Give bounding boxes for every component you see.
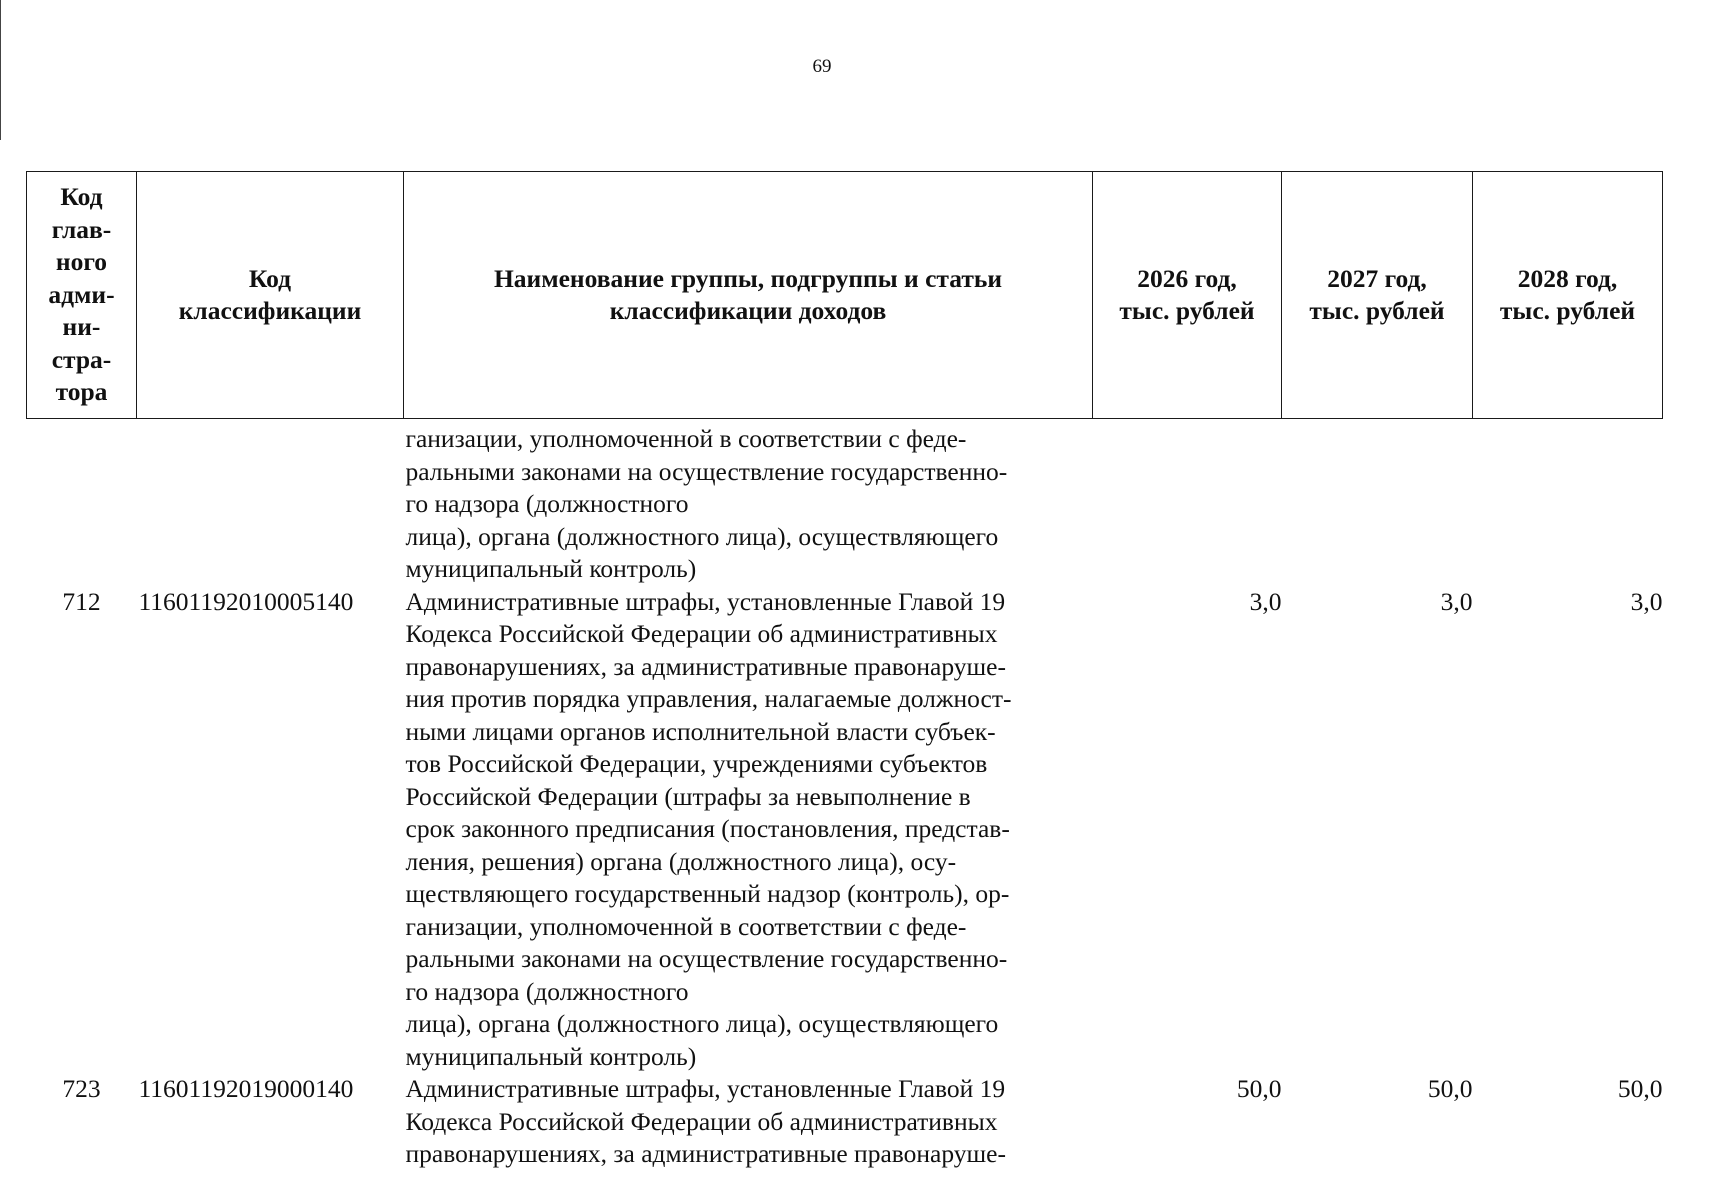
value-2026-cell: 3,0 [1249,586,1282,616]
revenue-table [26,171,1663,1171]
continuation-admin-cell [27,419,137,586]
header-admin-code [27,172,137,419]
classification-code-cell: 11601192010005140 [138,586,354,616]
continuation-code-cell [137,419,404,586]
continuation-text: ганизации, уполномоченной в соответствии с феде- ральными законами на осуществление государственно- го надзора (должностного лица), органа (должностного лица), осуществляющего муниципальный контроль) [405,424,1008,583]
admin-code-cell: 712 [62,586,101,616]
header-item-name-text: Наименование группы, подгруппы и статьи классификации доходов [493,264,1003,325]
header-year-2026-text: 2026 год, тыс. рублей [1119,264,1255,325]
header-year-2027 [1282,172,1473,419]
admin-code-cell: 723 [62,1074,101,1103]
table-row-continuation [27,419,1663,586]
revenue-table-container [26,171,1662,1171]
header-year-2028-text: 2028 год, тыс. рублей [1499,264,1636,325]
item-name-text: Административные штрафы, установленные Главой 19 Кодекса Российской Федерации об административных правонарушениях, за административные правонаруше- [405,1074,1006,1168]
item-name-cell [404,586,1093,1074]
item-name-text: Административные штрафы, установленные Главой 19 Кодекса Российской Федерации об административных правонарушениях, за административные правонаруше- ния против порядка управления, налагаемые должност- ными лицами органов исполнительной власти субъек- тов Российской Федерации, учреждениями субъектов Российской Федерации (штрафы за невыполнение в срок законного предписания (постановления, представ- ления, решения) органа (должностного лица), осу- ществляющего государственный надзор (контроль), ор- ганизации, уполномоченной в соответствии с феде- ральными законами на осуществление государственно- го надзора (должностного лица), органа (должностного лица), осуществляющего муниципальный контроль) [405,586,1012,1071]
value-2026-cell: 50,0 [1236,1074,1282,1103]
classification-code-cell: 11601192019000140 [138,1074,354,1103]
continuation-name-cell [404,419,1093,586]
table-body [27,419,1663,1171]
header-year-2027-text: 2027 год, тыс. рублей [1309,264,1445,325]
continuation-2026-cell [1093,419,1282,586]
continuation-2027-cell [1282,419,1473,586]
header-admin-code-text: Код глав- ного адми- ни- стра- тора [48,182,115,407]
table-row [27,1073,1663,1171]
header-row [27,172,1663,419]
header-year-2026 [1093,172,1282,419]
value-2028-cell: 3,0 [1630,586,1663,616]
value-2028-cell: 50,0 [1617,1074,1663,1103]
header-year-2028 [1473,172,1663,419]
header-classification-code [137,172,404,419]
continuation-2028-cell [1473,419,1663,586]
page-number: 69 [812,56,832,77]
header-classification-code-text: Код классификации [178,264,362,325]
item-name-cell [404,1073,1093,1171]
value-2027-cell: 3,0 [1440,586,1473,616]
value-2027-cell: 50,0 [1427,1074,1473,1103]
header-item-name [404,172,1093,419]
table-row [27,586,1663,1074]
table-header [27,172,1663,419]
